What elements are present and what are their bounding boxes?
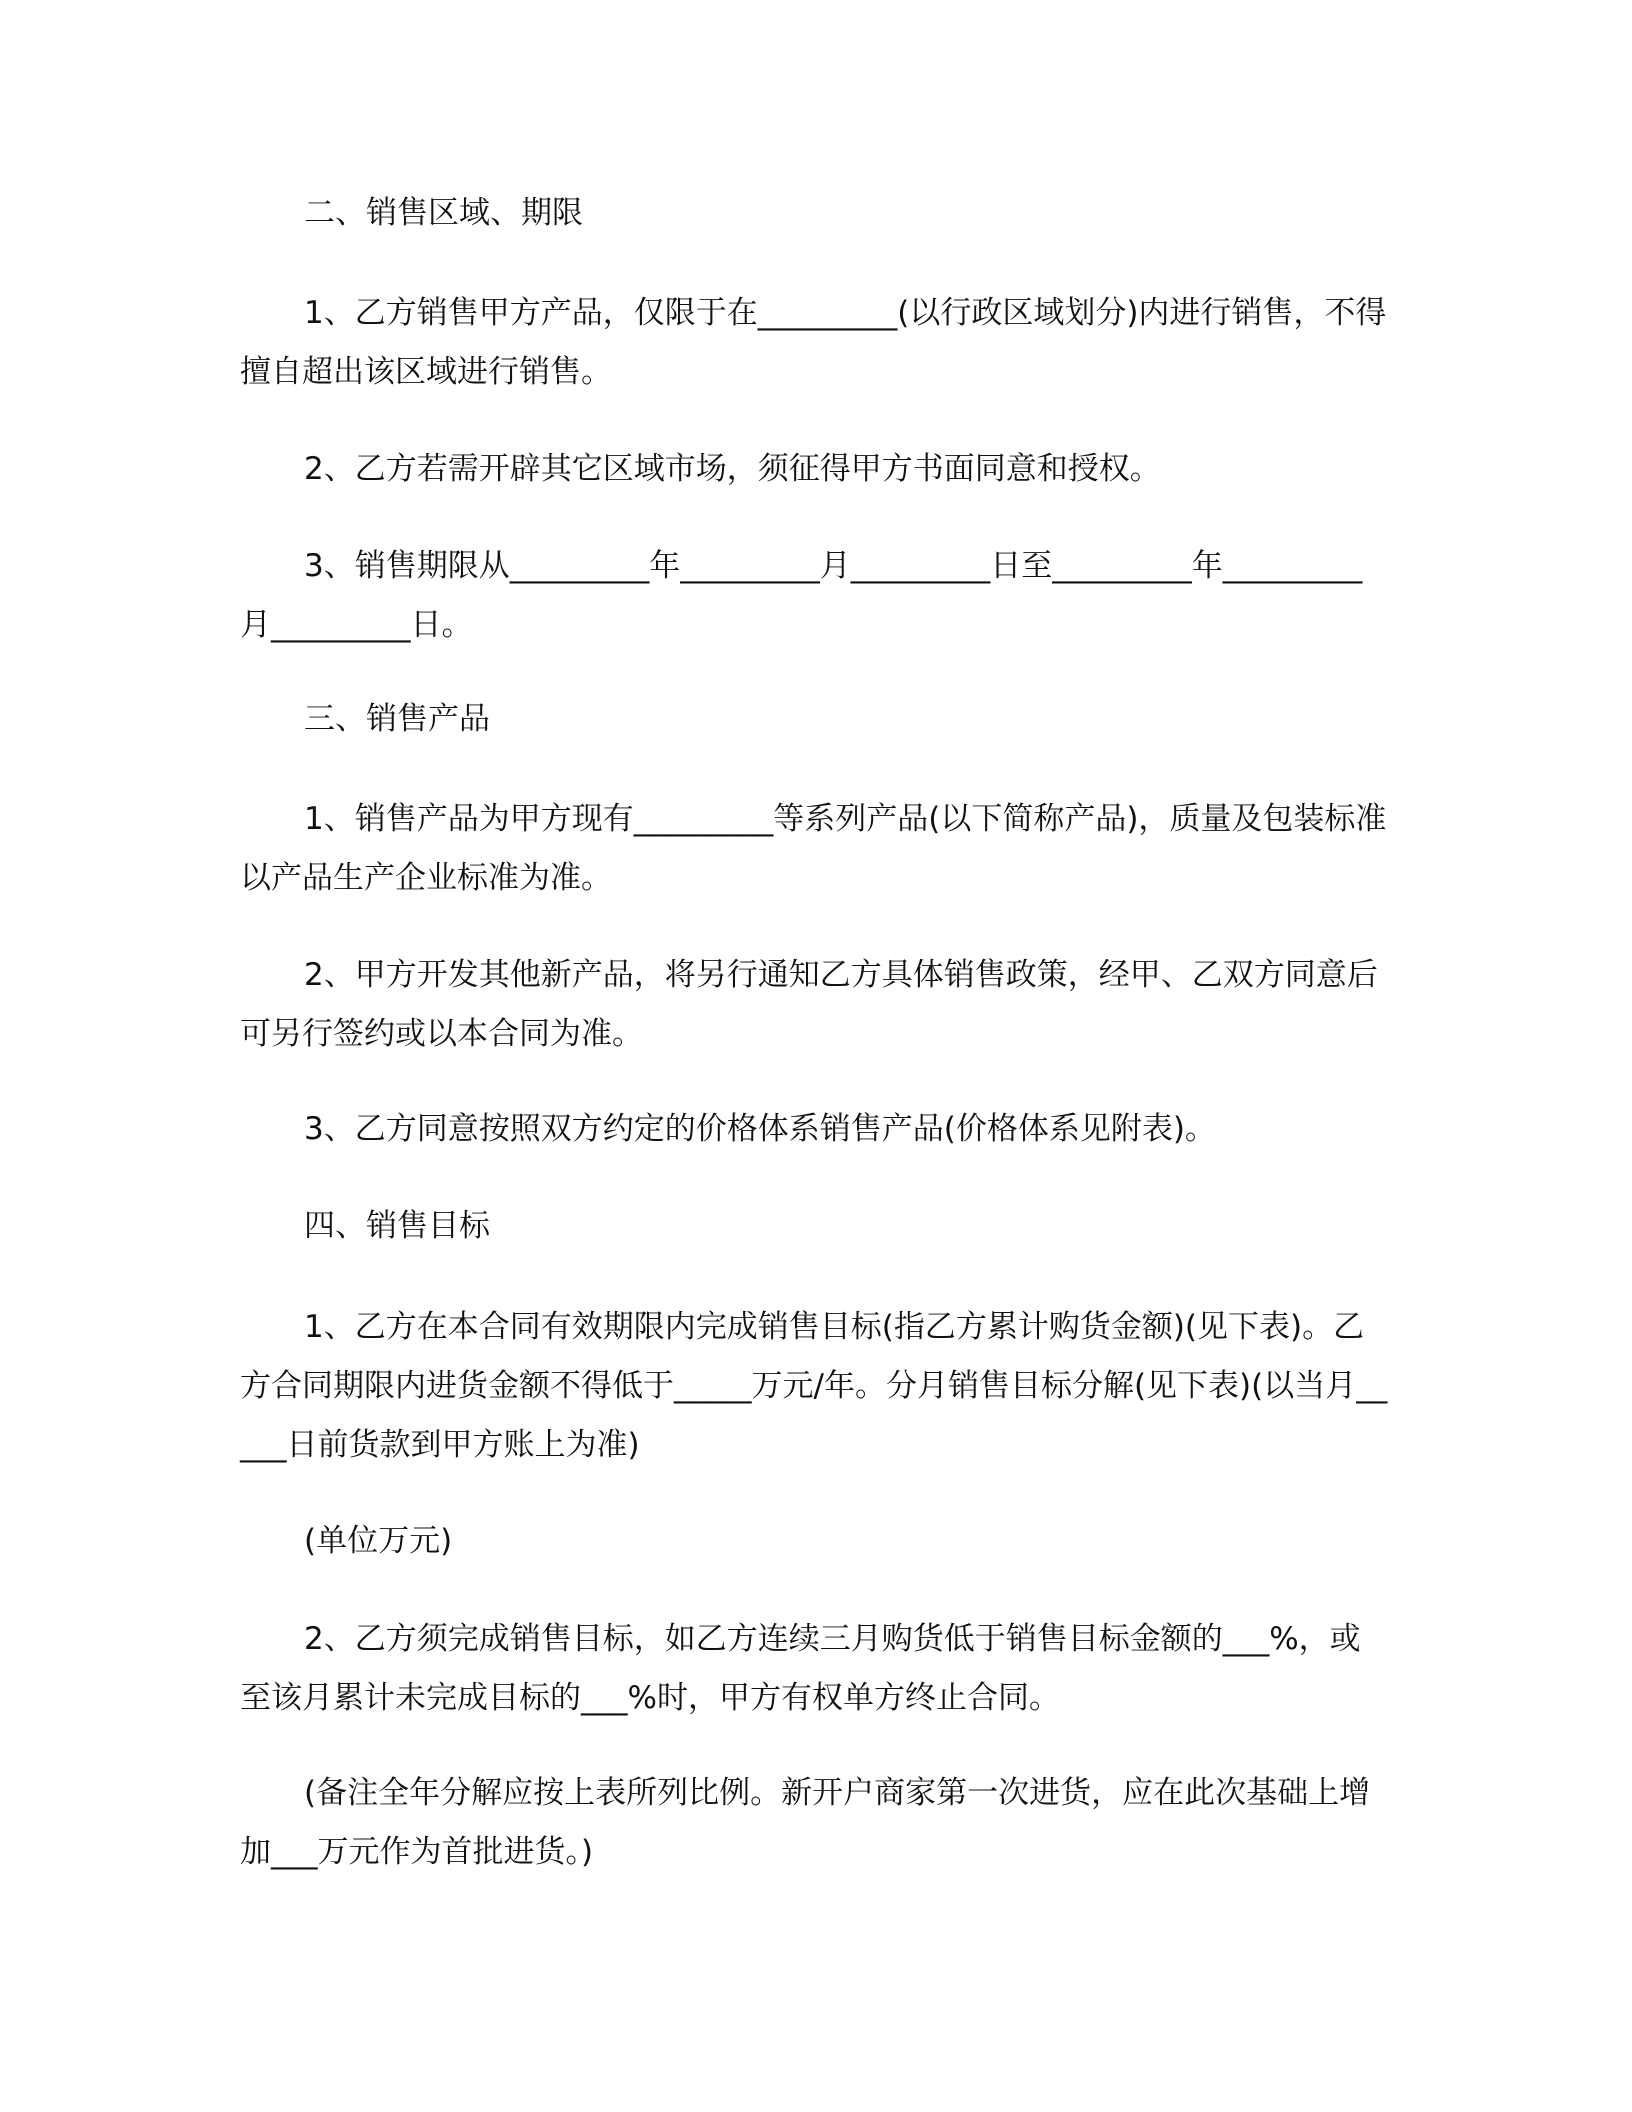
section-heading-3: 三、销售产品 (304, 701, 490, 737)
paragraph-2-1: 1、乙方销售甲方产品，仅限于在_________(以行政区域划分)内进行销售，不得擅自超出该区域进行销售。 (240, 295, 1387, 390)
section-heading-2: 二、销售区域、期限 (304, 195, 583, 231)
paragraph-3-3: 3、乙方同意按照双方约定的价格体系销售产品(价格体系见附表)。 (304, 1111, 1216, 1147)
paragraph-2-3: 3、销售期限从_________年_________月_________日至_________年_________月_________日。 (240, 548, 1363, 643)
paragraph-2-2: 2、乙方若需开辟其它区域市场，须征得甲方书面同意和授权。 (304, 451, 1161, 487)
unit-note: (单位万元) (304, 1523, 453, 1559)
paragraph-4-2: 2、乙方须完成销售目标，如乙方连续三月购货低于销售目标金额的___%，或至该月累计未完成目标的___%时，甲方有权单方终止合同。 (240, 1621, 1361, 1716)
paragraph-3-1: 1、销售产品为甲方现有_________等系列产品(以下简称产品)，质量及包装标准以产品生产企业标准为准。 (240, 801, 1387, 896)
section-heading-4: 四、销售目标 (304, 1208, 490, 1244)
paragraph-3-2: 2、甲方开发其他新产品，将另行通知乙方具体销售政策，经甲、乙双方同意后可另行签约或以本合同为准。 (240, 957, 1378, 1052)
remark-note: (备注全年分解应按上表所列比例。新开户商家第一次进货，应在此次基础上增加___万元作为首批进货。) (240, 1775, 1371, 1870)
paragraph-4-1: 1、乙方在本合同有效期限内完成销售目标(指乙方累计购货金额)(见下表)。乙方合同期限内进货金额不得低于_____万元/年。分月销售目标分解(见下表)(以当月_____日前货款到甲方账上为准) (240, 1309, 1388, 1463)
